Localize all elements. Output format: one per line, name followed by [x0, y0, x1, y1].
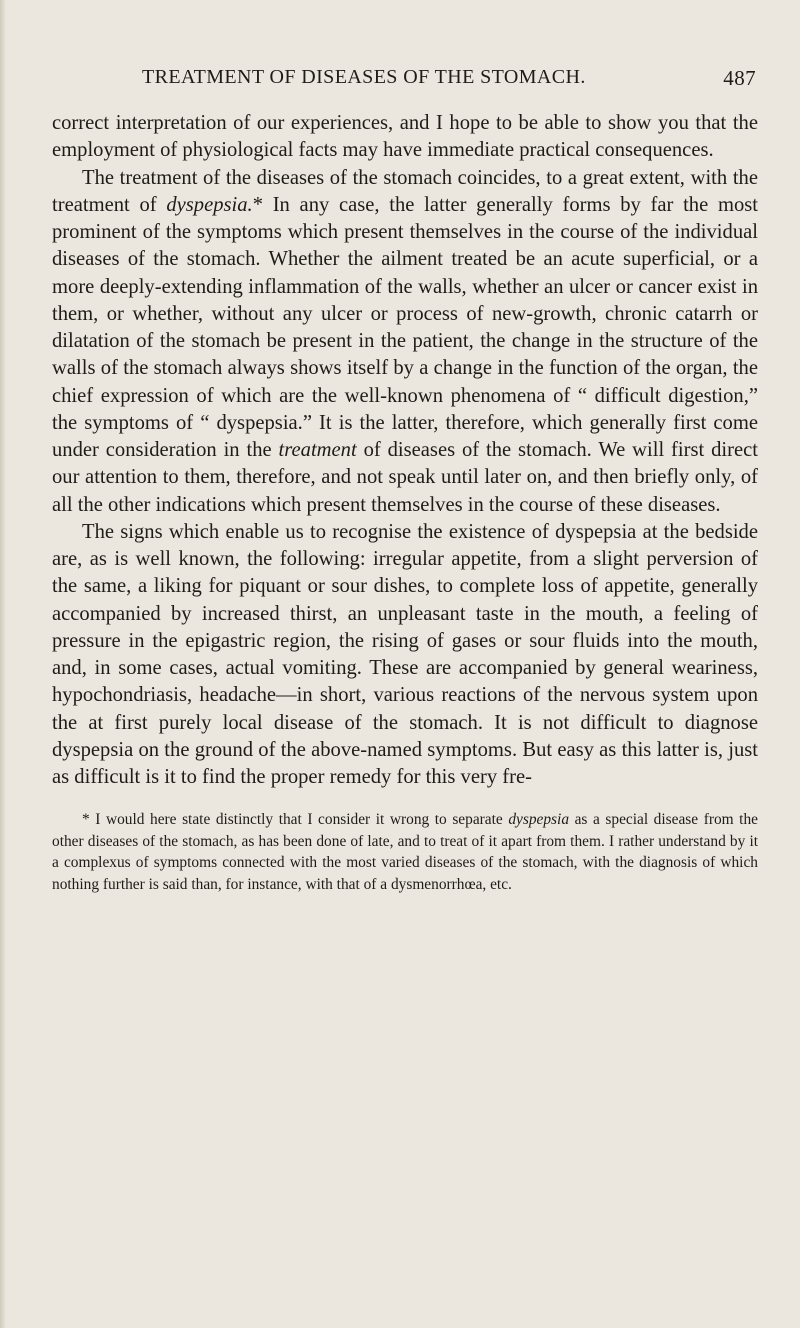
running-head [52, 66, 758, 102]
paragraph-2-italic-treatment: treatment [278, 439, 357, 461]
running-title: TREATMENT OF DISEASES OF THE STOMACH. [142, 66, 586, 88]
paragraph-1-text: correct interpretation of our experiences, and I hope to be able to show you that the employment of physiological facts may have immediate practical consequences. [52, 112, 758, 162]
paragraph-3 [52, 519, 758, 792]
body-text [52, 110, 758, 791]
paragraph-2-text-c: of diseases of the stomach. We will first direct our attention to them, therefore, and not speak until later on, and then briefly only, of all the other indications which present themselves in the course of these diseases. [52, 439, 758, 516]
footnote-text-a: * I would here state distinctly that I consider it wrong to separate [82, 811, 509, 829]
paragraph-3-text: The signs which enable us to recognise the existence of dyspepsia at the bedside are, as is well known, the following: irregular appetite, from a slight perversion of the same, a liking for piquant or sour dishes, to complete loss of appetite, generally accompanied by increased thirst, an unpleasant taste in the mouth, a feeling of pressure in the epigastric region, the rising of gases or sour fluids into the mouth, and, in some cases, actual vomiting. These are accompanied by general weariness, hypochondriasis, headache—in short, various reactions of the nervous system upon the at first purely local disease of the stomach. It is not difficult to diagnose dyspepsia on the ground of the above-named symptoms. But easy as this latter is, just as difficult is it to find the proper remedy for this very fre- [52, 520, 758, 788]
paragraph-2-italic-dyspepsia: dyspepsia. [166, 193, 253, 216]
book-page [52, 66, 758, 896]
paragraph-2-text-a: The treatment of the diseases of the stomach coincides, to a great extent, with the treatment of [52, 166, 758, 216]
page-number: 487 [723, 66, 756, 90]
page-binding-edge [0, 0, 6, 1328]
footnote-text-b: as a special disease from the other diseases of the stomach, as has been done of late, and to treat of it apart from them. I rather understand by it a complexus of symptoms connected with the most varied diseases of the stomach, with the diagnosis of which nothing further is said than, for instance, with that of a dysmenorrhœa, etc. [52, 811, 758, 894]
paragraph-2 [52, 165, 758, 519]
footnote [52, 809, 758, 895]
footnote-italic-dyspepsia: dyspepsia [508, 811, 570, 829]
paragraph-2-text-b: * In any case, the latter generally forms by far the most prominent of the symptoms which present themselves in the course of the individual diseases of the stomach. Whether the ailment treated be an acute superficial, or a more deeply-extending inflammation of the walls, whether an ulcer or cancer exist in them, or whether, without any ulcer or process of new-growth, chronic catarrh or dilatation of the stomach be present in the patient, the change in the structure of the walls of the stomach always shows itself by a change in the function of the organ, the chief expression of which are the well-known phenomena of “ difficult digestion,” the symptoms of “ dyspepsia.” It is the latter, therefore, which generally first come under consideration in the [52, 193, 758, 461]
paragraph-1 [52, 110, 758, 165]
